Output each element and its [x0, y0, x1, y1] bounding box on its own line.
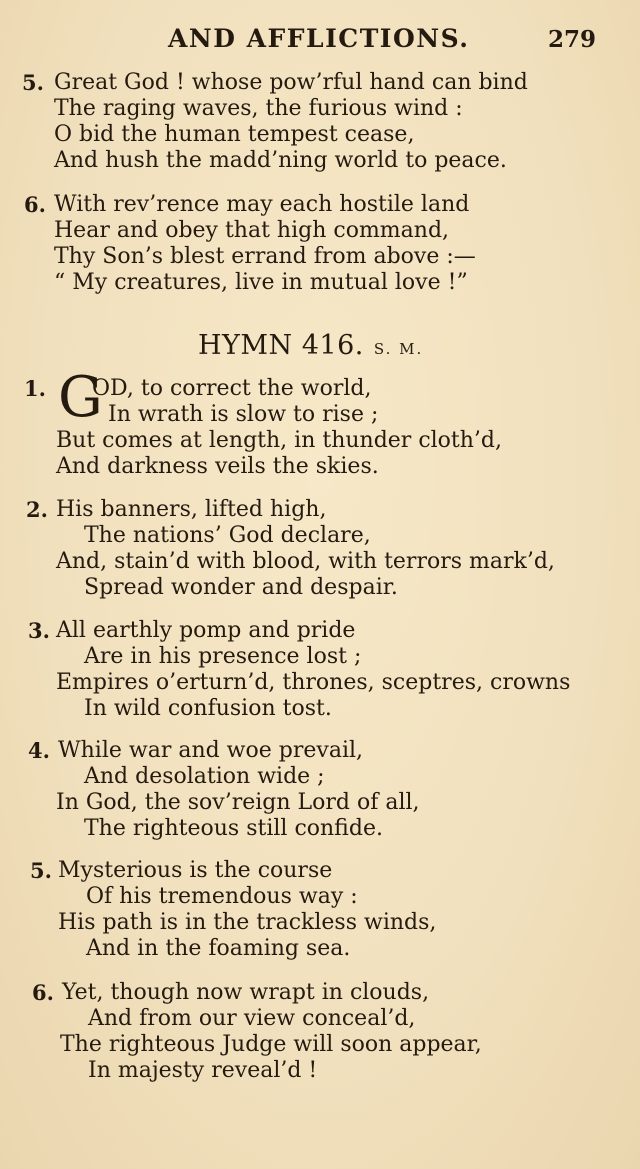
- hymn-title: [198, 330, 423, 361]
- verse-line: Yet, though now wrapt in clouds,: [62, 980, 430, 1005]
- stanza-number: 5.: [30, 858, 52, 883]
- verse-line: And darkness veils the skies.: [56, 454, 379, 479]
- page-header: [0, 24, 640, 58]
- verse-line: In God, the sov’reign Lord of all,: [56, 790, 420, 815]
- stanza-number: 6.: [24, 192, 46, 217]
- stanza-number: 4.: [28, 738, 50, 763]
- verse-line: And hush the madd’ning world to peace.: [54, 148, 507, 173]
- drop-cap: G: [58, 365, 103, 430]
- verse-line: All earthly pomp and pride: [56, 618, 356, 643]
- stanza-number: 1.: [24, 376, 46, 401]
- verse-line: And, stain’d with blood, with terrors mark’d,: [56, 549, 555, 574]
- verse-line: While war and woe prevail,: [58, 738, 364, 763]
- verse-line: Hear and obey that high command,: [54, 218, 450, 243]
- verse-line: “ My creatures, live in mutual love !”: [54, 270, 468, 295]
- verse-line: Thy Son’s blest errand from above :—: [54, 244, 476, 269]
- verse-line: And from our view conceal’d,: [88, 1006, 416, 1031]
- verse-line: His path is in the trackless winds,: [58, 910, 437, 935]
- stanza-number: 6.: [32, 980, 54, 1005]
- verse-line: And in the foaming sea.: [86, 936, 351, 961]
- running-head: AND AFFLICTIONS.: [168, 24, 470, 53]
- verse-line: Of his tremendous way :: [86, 884, 358, 909]
- verse-line: The raging waves, the furious wind :: [54, 96, 463, 121]
- verse-line: But comes at length, in thunder cloth’d,: [56, 428, 502, 453]
- verse-line: OD, to correct the world,: [92, 376, 372, 401]
- stanza-number: 2.: [26, 497, 48, 522]
- verse-line: And desolation wide ;: [84, 764, 325, 789]
- verse-line: Empires o’erturn’d, thrones, sceptres, crowns: [56, 670, 571, 695]
- stanza-number: 3.: [28, 618, 50, 643]
- verse-line: Spread wonder and despair.: [84, 575, 398, 600]
- verse-line: O bid the human tempest cease,: [54, 122, 415, 147]
- verse-line: His banners, lifted high,: [56, 497, 327, 522]
- verse-line: Are in his presence lost ;: [84, 644, 362, 669]
- verse-line: With rev’rence may each hostile land: [54, 192, 470, 217]
- verse-line: In wrath is slow to rise ;: [108, 402, 379, 427]
- verse-line: The righteous Judge will soon appear,: [60, 1032, 482, 1057]
- page-number: 279: [548, 26, 597, 53]
- verse-line: The righteous still confide.: [84, 816, 383, 841]
- verse-line: Mysterious is the course: [58, 858, 333, 883]
- verse-line: The nations’ God declare,: [84, 523, 371, 548]
- verse-line: In majesty reveal’d !: [88, 1058, 318, 1083]
- hymn-number-title: HYMN 416.: [198, 330, 364, 361]
- hymn-meter: S. M.: [373, 340, 424, 358]
- verse-line: Great God ! whose pow’rful hand can bind: [54, 70, 528, 95]
- stanza-number: 5.: [22, 70, 44, 95]
- verse-line: In wild confusion tost.: [84, 696, 332, 721]
